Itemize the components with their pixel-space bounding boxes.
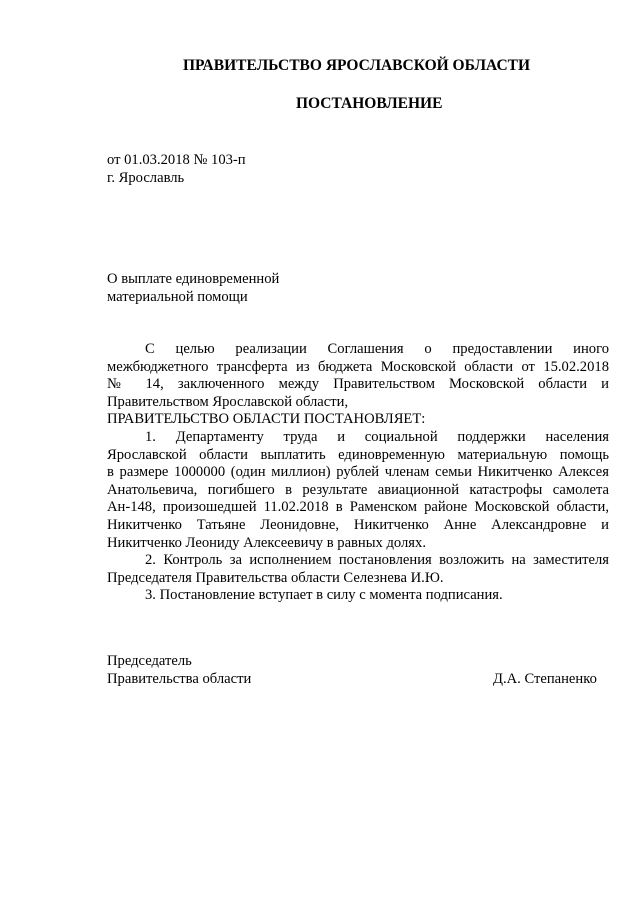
signature-name: Д.А. Степаненко [493,671,597,687]
item-2-line: 2. Контроль за исполнением постановления возложить на заместителя [145,552,609,569]
item-2-line: Председателя Правительства области Селезнева И.Ю. [107,569,444,586]
signature-title [107,652,251,688]
intro-line: Правительством Ярославской области, [107,393,349,410]
signature-title-line-1: Председатель [107,653,192,669]
date-number: от 01.03.2018 № 103-п [107,152,246,168]
city: г. Ярославль [107,170,185,186]
subject-line-1: О выплате единовременной [107,271,280,287]
government-heading: ПРАВИТЕЛЬСТВО ЯРОСЛАВСКОЙ ОБЛАСТИ [183,57,531,74]
item-1-line: Ан-148, произошедшей 11.02.2018 в Раменском районе Московской области, [107,499,609,516]
item-1-line: 1. Департаменту труда и социальной поддержки населения [145,428,609,445]
resolves-line: ПРАВИТЕЛЬСТВО ОБЛАСТИ ПОСТАНОВЛЯЕТ: [107,411,426,428]
item-1-line: Никитченко Татьяне Леонидовне, Никитченко Анне Александровне и [107,516,609,533]
intro-line: № 14, заключенного между Правительством Московской области и [107,376,609,393]
document-type-heading: ПОСТАНОВЛЕНИЕ [296,95,443,112]
signature-title-line-2: Правительства области [107,671,252,687]
item-1-line: Никитченко Леониду Алексеевичу в равных долях. [107,534,426,551]
document-body [107,341,609,605]
subject-line-2: материальной помощи [107,289,248,305]
intro-line: С целью реализации Соглашения о предоставлении иного [145,341,609,357]
intro-line: межбюджетного трансферта из бюджета Московской области от 15.02.2018 [107,358,609,375]
item-1-line: Анатольевича, погибшего в результате авиационной катастрофы самолета [107,481,609,498]
item-1-line: в размере 1000000 (один миллион) рублей членам семьи Никитченко Алексея [107,464,609,481]
item-1-line: Ярославской области выплатить единовременную материальную помощь [107,446,609,463]
item-3-line: 3. Постановление вступает в силу с момента подписания. [145,587,503,604]
